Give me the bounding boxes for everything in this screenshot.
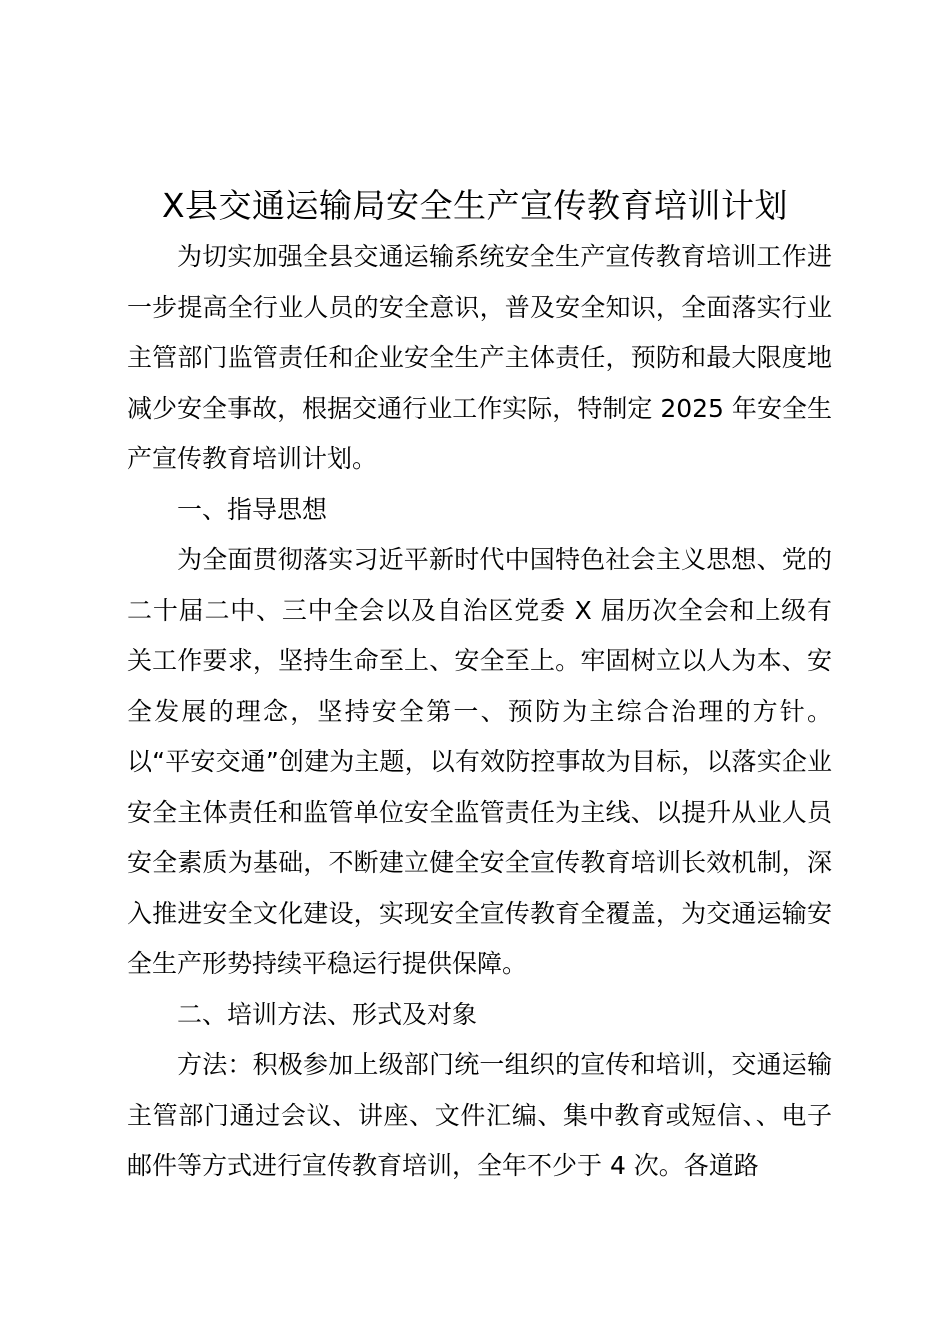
guiding-ideology-paragraph: 为全面贯彻落实习近平新时代中国特色社会主义思想、党的二十届二中、三中全会以及自治区党委 X 届历次全会和上级有关工作要求，坚持生命至上、安全至上。牢固树立以人为本、安全发展的理念，坚持安全第一、预防为主综合治理的方针。以“平安交通”创建为主题，以有效防控事故为目标，以落实企业安全主体责任和监管单位安全监管责任为主线、以提升从业人员安全素质为基础，不断建立健全安全宣传教育培训长效机制，深入推进安全文化建设，实现安全宣传教育全覆盖，为交通运输安全生产形势持续平稳运行提供保障。 [127, 545, 832, 978]
document-body [127, 232, 832, 1192]
section-heading-guiding-ideology: 一、指导思想 [177, 494, 328, 524]
training-methods-paragraph: 方法：积极参加上级部门统一组织的宣传和培训，交通运输主管部门通过会议、讲座、文件汇编、集中教育或短信、、电子邮件等方式进行宣传教育培训，全年不少于 4 次。各道路 [127, 1050, 832, 1180]
section-heading-training-methods: 二、培训方法、形式及对象 [177, 999, 478, 1029]
intro-paragraph: 为切实加强全县交通运输系统安全生产宣传教育培训工作进一步提高全行业人员的安全意识，普及安全知识，全面落实行业主管部门监管责任和企业安全生产主体责任，预防和最大限度地减少安全事故，根据交通行业工作实际，特制定 2025 年安全生产宣传教育培训计划。 [127, 242, 832, 473]
document-title: X县交通运输局安全生产宣传教育培训计划 [161, 186, 789, 225]
